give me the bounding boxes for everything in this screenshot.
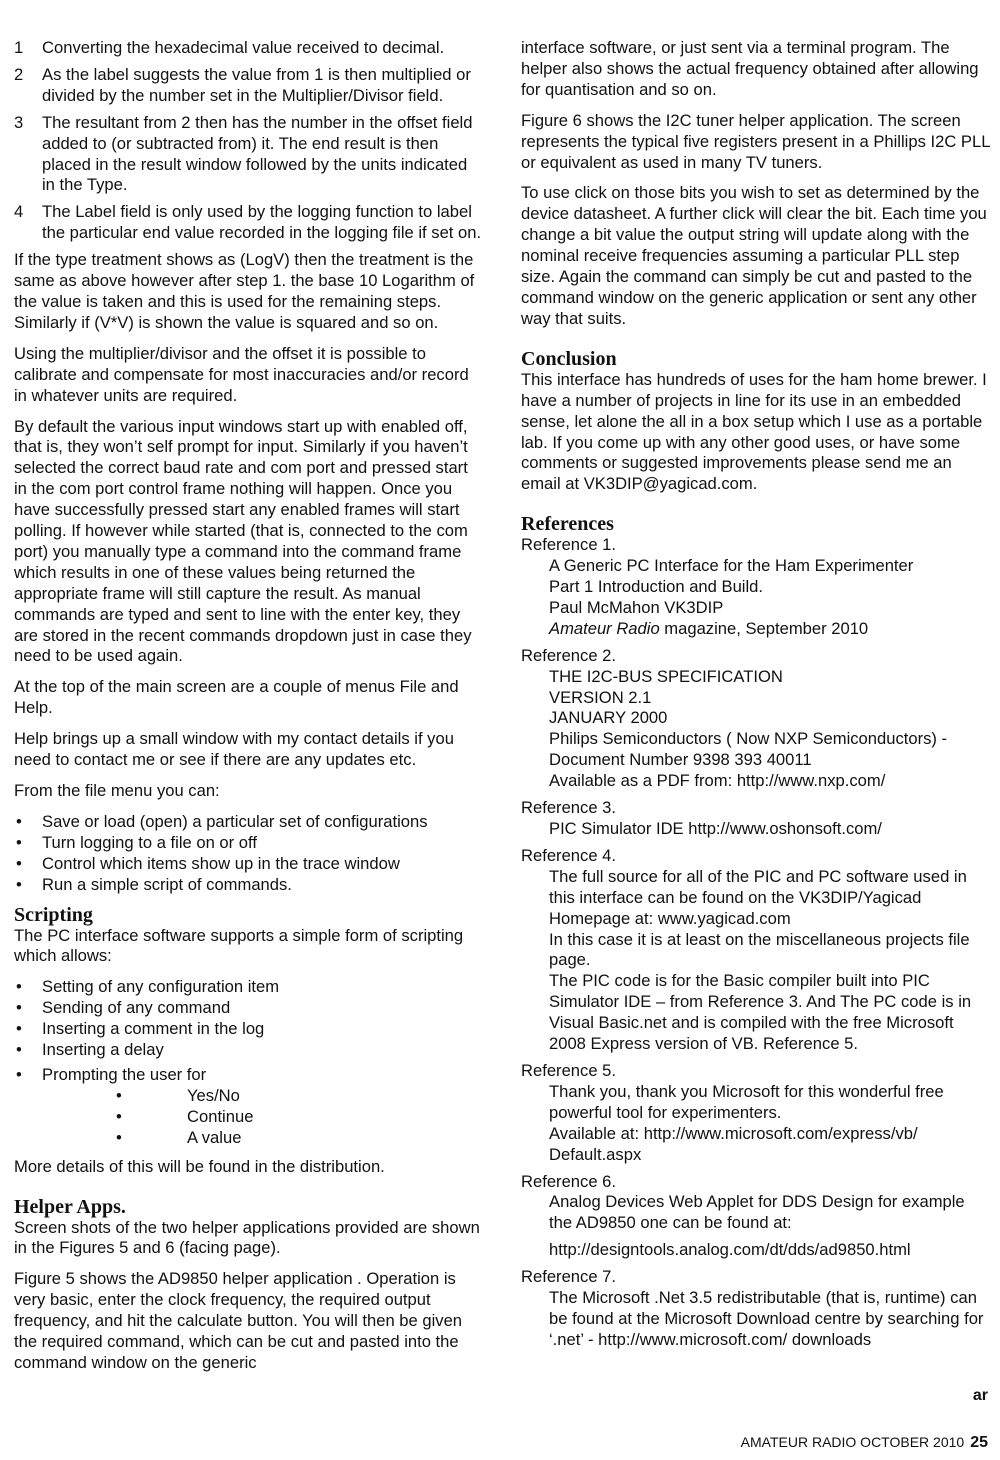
reference-heading: Reference 4. [521,845,617,865]
left-column [14,38,484,1384]
reference-line: VERSION 2.1 [549,687,652,707]
sub-list-item: • Continue [42,1107,484,1128]
page-footer [741,1434,988,1452]
article-end-mark: ar [972,1387,988,1404]
section-heading-helper-apps: Helper Apps. [14,1195,126,1218]
reference-body [521,867,991,1055]
reference-line: Part 1 Introduction and Build. [549,577,764,597]
reference-7 [521,1267,991,1351]
scripting-list [14,977,484,1061]
list-item: • Run a simple script of commands. [14,875,484,896]
sub-list-item: • A value [42,1128,484,1149]
reference-body [521,1288,991,1351]
paragraph: This interface has hundreds of uses for the ham home brewer. I have a number of projects in line for its use in an embedded sense, let alone the all in a box setup which I use as a portable lab. If you come up with any other good uses, or have some comments or suggested improvements please send me an email at VK3DIP@yagicad.com. [521,369,987,494]
reference-line: Available as a PDF from: http://www.nxp.com/ [549,771,886,791]
prompting-list [14,1065,484,1149]
list-item: • Inserting a delay [14,1040,484,1061]
reference-body [521,556,991,640]
paragraph: To use click on those bits you wish to set as determined by the device datasheet. A further click will clear the bit. Each time you change a bit value the output string will update along with the nominal receive frequencies assuming a particular PLL step size. Again the command can simply be cut and pasted to the command window on the generic application or sent any other way that suits. [521,183,987,328]
paragraph: Help brings up a small window with my contact details if you need to contact me or see if there are any updates etc. [14,729,454,770]
reference-heading: Reference 1. [521,535,617,555]
section-heading-references: References [521,513,614,536]
reference-line: In this case it is at least on the miscellaneous projects file page. [549,929,970,970]
list-item: • Turn logging to a file on or off [14,833,484,854]
reference-line: PIC Simulator IDE http://www.oshonsoft.com/ [549,819,882,838]
reference-line [549,619,991,640]
magazine-issue: AMATEUR RADIO OCTOBER 2010 [740,1434,965,1450]
paragraph: Figure 6 shows the I2C tuner helper application. The screen represents the typical five registers present in a Phillips I2C PLL or equivalent as used in many TV tuners. [521,110,990,172]
reference-heading: Reference 2. [521,645,617,665]
list-item: • Sending of any command [14,998,484,1019]
reference-body [521,819,991,840]
reference-heading: Reference 6. [521,1171,617,1191]
right-column [521,38,991,1357]
sub-list-item: • Yes/No [42,1086,484,1107]
reference-line: The full source for all of the PIC and PC software used in this interface can be found on the VK3DIP/Yagicad Homepage at: www.yagicad.com [549,866,967,928]
list-item: • Control which items show up in the trace window [14,854,484,875]
paragraph: More details of this will be found in the distribution. [14,1156,385,1176]
item-text: The resultant from 2 then has the number in the offset field added to (or subtracted from) it. The end result is then placed in the result window followed by the units indicated in the Type. [42,112,473,195]
item-number: 1 [14,38,24,57]
item-number: 3 [14,112,24,132]
reference-4 [521,846,991,1055]
paragraph: interface software, or just sent via a terminal program. The helper also shows the actual frequency obtained after allowing for quantisation and so on. [521,38,979,99]
publication-date: magazine, September 2010 [659,618,869,638]
reference-url: http://designtools.analog.com/dt/dds/ad9850.html [549,1240,911,1260]
reference-heading: Reference 3. [521,798,617,818]
item-text: As the label suggests the value from 1 is then multiplied or divided by the number set in the Multiplier/Divisor field. [42,64,471,105]
reference-line: THE I2C-BUS SPECIFICATION [549,666,783,686]
reference-line: The Microsoft .Net 3.5 redistributable (that is, runtime) can be found at the Microsoft Download centre by searching for ‘.net’ - http://www.microsoft.com/ downloads [549,1288,984,1349]
item-text: Converting the hexadecimal value received to decimal. [42,38,445,57]
reference-5 [521,1061,991,1166]
numbered-item [14,113,484,197]
paragraph: By default the various input windows start up with enabled off, that is, they won’t self prompt for input. Similarly if you haven’t selected the correct baud rate and com port and pressed start in the com port control frame nothing will happen. Once you have successfully pressed start any enabled frames will start polling. If however while started (that is, connected to the com port) you manually type a command into the command frame which results in one of these values being returned the appropriate frame will still capture the result. As manual commands are typed and sent to line with the enter key, they are stored in the recent commands dropdown just in case they need to be used again. [14,416,472,666]
reference-line: JANUARY 2000 [549,708,668,728]
list-item: • Inserting a comment in the log [14,1019,484,1040]
numbered-item [14,202,484,244]
list-item [14,1065,484,1149]
reference-body [521,667,991,792]
section-heading-conclusion: Conclusion [521,347,617,370]
page-number: 25 [970,1434,988,1451]
reference-line: The PIC code is for the Basic compiler built into PIC Simulator IDE – from Reference 3. And The PC code is in Visual Basic.net and is compiled with the free Microsoft 2008 Express version of VB. Reference 5. [549,971,972,1054]
numbered-item [14,65,484,107]
reference-body [521,1082,991,1166]
reference-body [521,1192,991,1261]
prompting-label: Prompting the user for [42,1064,207,1084]
list-item: • Save or load (open) a particular set of configurations [14,812,484,833]
prompt-options [42,1086,484,1149]
reference-line: Paul McMahon VK3DIP [549,597,724,617]
numbered-item [14,38,484,59]
paragraph: From the file menu you can: [14,781,220,800]
paragraph: Using the multiplier/divisor and the offset it is possible to calibrate and compensate for most inaccuracies and/or record in whatever units are required. [14,343,469,405]
item-text: The Label field is only used by the logging function to label the particular end value recorded in the logging file if set on. [42,202,482,243]
publication-title: Amateur Radio [549,618,660,638]
item-number: 4 [14,202,24,222]
reference-6 [521,1172,991,1262]
reference-heading: Reference 7. [521,1267,617,1287]
reference-heading: Reference 5. [521,1060,617,1080]
reference-1 [521,535,991,640]
item-number: 2 [14,64,24,84]
paragraph: At the top of the main screen are a couple of menus File and Help. [14,677,459,718]
reference-2 [521,646,991,792]
paragraph: Screen shots of the two helper applications provided are shown in the Figures 5 and 6 (facing page). [14,1217,480,1258]
section-heading-scripting: Scripting [14,903,93,926]
reference-3 [521,798,991,840]
list-item: • Setting of any configuration item [14,977,484,998]
reference-line: A Generic PC Interface for the Ham Experimenter [549,556,914,576]
file-menu-list [14,812,484,896]
paragraph: Figure 5 shows the AD9850 helper application . Operation is very basic, enter the clock frequency, the required output frequency, and hit the calculate button. You will then be given the required command, which can be cut and pasted into the command window on the generic [14,1269,463,1372]
paragraph: The PC interface software supports a simple form of scripting which allows: [14,925,464,966]
reference-line: Analog Devices Web Applet for DDS Design for example the AD9850 one can be found at: [549,1192,965,1233]
reference-line: Philips Semiconductors ( Now NXP Semiconductors) - Document Number 9398 393 40011 [549,729,948,770]
reference-line: Thank you, thank you Microsoft for this wonderful free powerful tool for experimenters. [549,1081,944,1122]
reference-line: Available at: http://www.microsoft.com/express/vb/ Default.aspx [549,1123,918,1164]
paragraph: If the type treatment shows as (LogV) then the treatment is the same as above however after step 1. the base 10 Logarithm of the value is taken and this is used for the remaining steps. Similarly if (V*V) is shown the value is squared and so on. [14,250,475,332]
